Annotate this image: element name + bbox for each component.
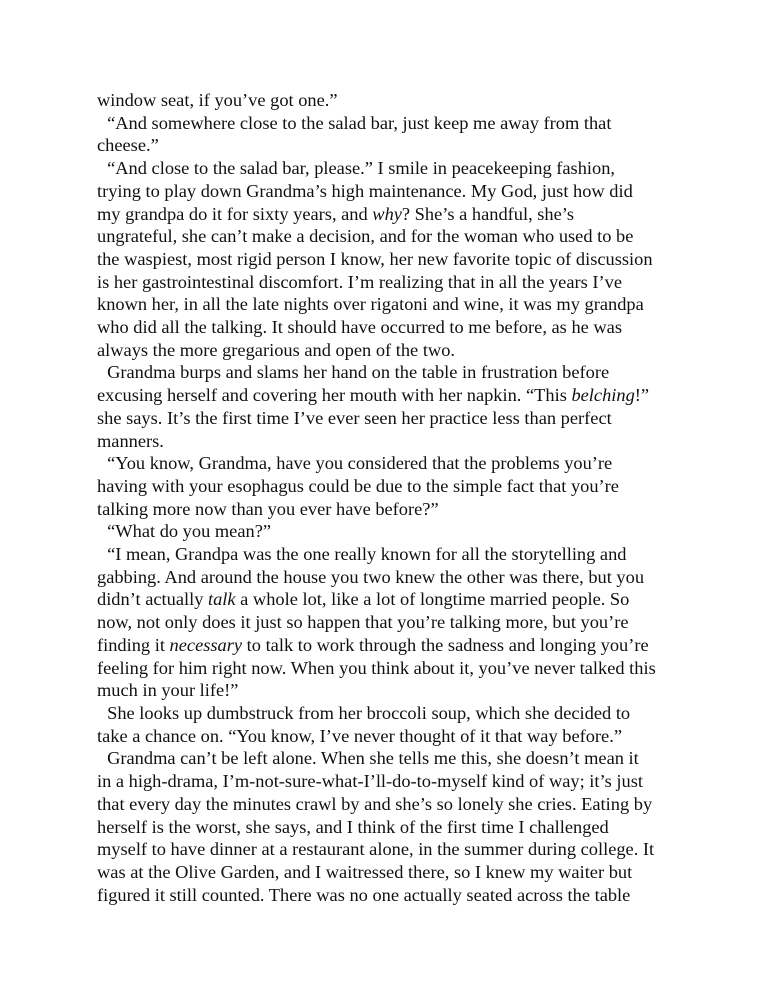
- text-line: [97, 884, 682, 907]
- text-run: a whole lot, like a lot of longtime married people. So: [235, 589, 630, 610]
- text-line: [97, 588, 682, 611]
- text-line: [97, 384, 682, 407]
- text-run: talking more now than you ever have before?”: [97, 498, 439, 519]
- text-run: having with your esophagus could be due to the simple fact that you’re: [97, 475, 619, 496]
- text-line: [97, 611, 682, 634]
- text-run: !”: [634, 385, 650, 406]
- text-line: [97, 89, 682, 112]
- text-run: trying to play down Grandma’s high maintenance. My God, just how did: [97, 180, 633, 201]
- text-line: [97, 316, 682, 339]
- paragraph: [97, 361, 682, 452]
- text-run: gabbing. And around the house you two knew the other was there, but you: [97, 566, 645, 587]
- text-line: [97, 498, 682, 521]
- paragraph: [97, 112, 682, 157]
- text-line: [97, 430, 682, 453]
- text-run: now, not only does it just so happen that you’re talking more, but you’re: [97, 612, 629, 633]
- text-line: [97, 361, 682, 384]
- text-line: [97, 112, 682, 135]
- paragraph: [97, 702, 682, 747]
- text-run: ungrateful, she can’t make a decision, and for the woman who used to be: [97, 226, 634, 247]
- text-line: [97, 134, 682, 157]
- text-line: [97, 407, 682, 430]
- text-run: feeling for him right now. When you think about it, you’ve never talked this: [97, 657, 656, 678]
- text-run: Grandma burps and slams her hand on the table in frustration before: [107, 362, 610, 383]
- text-run: the waspiest, most rigid person I know, her new favorite topic of discussion: [97, 248, 653, 269]
- text-line: [97, 566, 682, 589]
- text-run: figured it still counted. There was no one actually seated across the table: [97, 884, 631, 905]
- text-run: she says. It’s the first time I’ve ever seen her practice less than perfect: [97, 407, 612, 428]
- text-run: manners.: [97, 430, 164, 451]
- italic-text: necessary: [169, 634, 243, 655]
- text-run: herself is the worst, she says, and I think of the first time I challenged: [97, 816, 609, 837]
- text-line: [97, 679, 682, 702]
- italic-text: belching: [571, 385, 635, 406]
- text-run: my grandpa do it for sixty years, and: [97, 203, 373, 224]
- text-run: “You know, Grandma, have you considered that the problems you’re: [107, 453, 613, 474]
- text-line: [97, 293, 682, 316]
- text-run: always the more gregarious and open of the two.: [97, 339, 455, 360]
- text-line: [97, 452, 682, 475]
- text-run: didn’t actually: [97, 589, 208, 610]
- text-run: that every day the minutes crawl by and she’s so lonely she cries. Eating by: [97, 793, 653, 814]
- text-run: much in your life!”: [97, 680, 239, 701]
- text-line: [97, 657, 682, 680]
- text-run: excusing herself and covering her mouth with her napkin. “This: [97, 385, 572, 406]
- text-line: [97, 793, 682, 816]
- text-line: [97, 225, 682, 248]
- text-line: [97, 770, 682, 793]
- paragraph: [97, 543, 682, 702]
- text-run: ? She’s a handful, she’s: [401, 203, 575, 224]
- text-run: finding it: [97, 634, 170, 655]
- paragraph: [97, 89, 682, 112]
- text-line: [97, 339, 682, 362]
- paragraph: [97, 157, 682, 361]
- text-line: [97, 157, 682, 180]
- text-run: was at the Olive Garden, and I waitressed there, so I knew my waiter but: [97, 861, 633, 882]
- text-run: in a high-drama, I’m-not-sure-what-I’ll-do-to-myself kind of way; it’s just: [97, 771, 643, 792]
- italic-text: why: [372, 203, 402, 224]
- text-line: [97, 180, 682, 203]
- text-run: take a chance on. “You know, I’ve never thought of it that way before.”: [97, 725, 622, 746]
- text-line: [97, 271, 682, 294]
- text-run: “What do you mean?”: [107, 521, 272, 542]
- text-run: She looks up dumbstruck from her broccoli soup, which she decided to: [107, 702, 631, 723]
- paragraph: [97, 520, 682, 543]
- text-run: “And somewhere close to the salad bar, just keep me away from that: [107, 112, 612, 133]
- text-run: cheese.”: [97, 135, 159, 156]
- text-line: [97, 475, 682, 498]
- text-run: “I mean, Grandpa was the one really known for all the storytelling and: [107, 544, 627, 565]
- text-line: [97, 520, 682, 543]
- text-run: “And close to the salad bar, please.” I smile in peacekeeping fashion,: [107, 158, 615, 179]
- text-run: window seat, if you’ve got one.”: [97, 90, 338, 110]
- text-line: [97, 861, 682, 884]
- italic-text: talk: [208, 589, 236, 610]
- paragraph: [97, 452, 682, 520]
- text-line: [97, 634, 682, 657]
- text-run: is her gastrointestinal discomfort. I’m realizing that in all the years I’ve: [97, 271, 622, 292]
- text-line: [97, 702, 682, 725]
- text-run: to talk to work through the sadness and longing you’re: [242, 634, 649, 655]
- paragraph: [97, 747, 682, 906]
- text-line: [97, 816, 682, 839]
- text-run: Grandma can’t be left alone. When she tells me this, she doesn’t mean it: [107, 748, 639, 769]
- text-line: [97, 838, 682, 861]
- text-line: [97, 543, 682, 566]
- page-body: [97, 89, 682, 906]
- text-run: who did all the talking. It should have occurred to me before, as he was: [97, 317, 622, 338]
- text-line: [97, 747, 682, 770]
- text-run: myself to have dinner at a restaurant alone, in the summer during college. It: [97, 839, 655, 860]
- text-line: [97, 725, 682, 748]
- text-line: [97, 248, 682, 271]
- text-line: [97, 203, 682, 226]
- text-run: known her, in all the late nights over rigatoni and wine, it was my grandpa: [97, 294, 644, 315]
